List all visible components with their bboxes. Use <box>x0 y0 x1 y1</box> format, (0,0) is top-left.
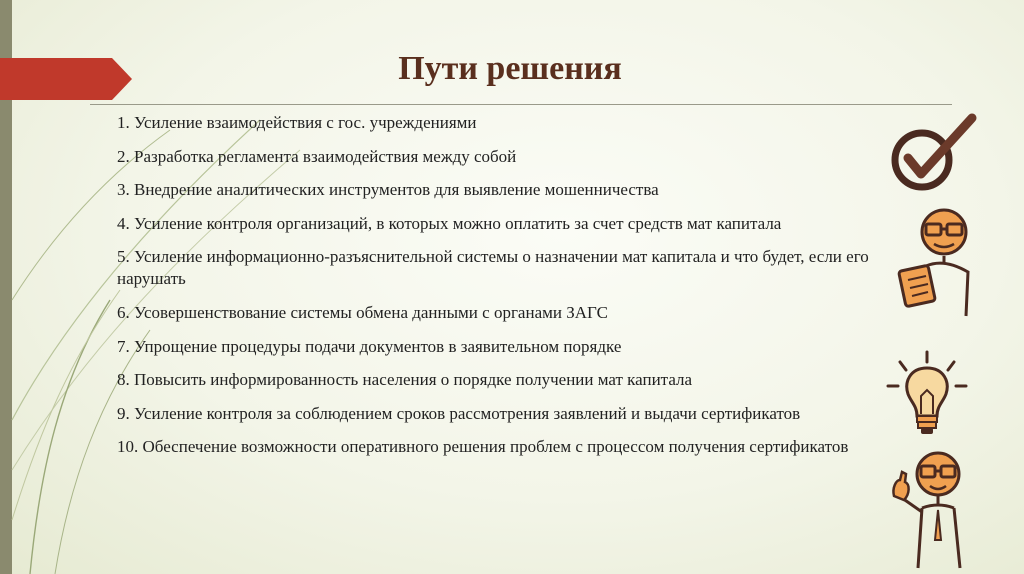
person-clipboard-icon <box>896 206 986 318</box>
title-arrow-shape <box>0 58 132 100</box>
list-item: 9. Усиление контроля за соблюдением сроков рассмотрения заявлений и выдачи сертификатов <box>117 403 801 423</box>
list-item: 4. Усиление контроля организаций, в которых можно оплатить за счет средств мат капитала <box>117 213 782 233</box>
solutions-list <box>117 112 897 470</box>
list-item: 5. Усиление информационно-разъяснительной системы о назначении мат капитала и что будет, если его нарушать <box>117 247 869 289</box>
list-item: 2. Разработка регламента взаимодействия между собой <box>117 146 517 166</box>
list-item: 10. Обеспечение возможности оперативного решения проблем с процессом получения сертификатов <box>117 437 849 457</box>
person-pointing-icon <box>888 450 988 570</box>
checkmark-icon <box>888 110 984 200</box>
page-title: Пути решения <box>398 50 622 87</box>
list-item: 6. Усовершенствование системы обмена данными с органами ЗАГС <box>117 302 608 322</box>
list-item: 1. Усиление взаимодействия с гос. учреждениями <box>117 113 477 132</box>
list-item: 8. Повысить информированность населения о порядке получении мат капитала <box>117 370 693 390</box>
list-item: 7. Упрощение процедуры подачи документов в заявительном порядке <box>117 336 622 356</box>
lightbulb-icon <box>882 350 972 442</box>
list-item: 3. Внедрение аналитических инструментов для выявление мошенничества <box>117 180 659 200</box>
title-divider <box>90 104 952 105</box>
